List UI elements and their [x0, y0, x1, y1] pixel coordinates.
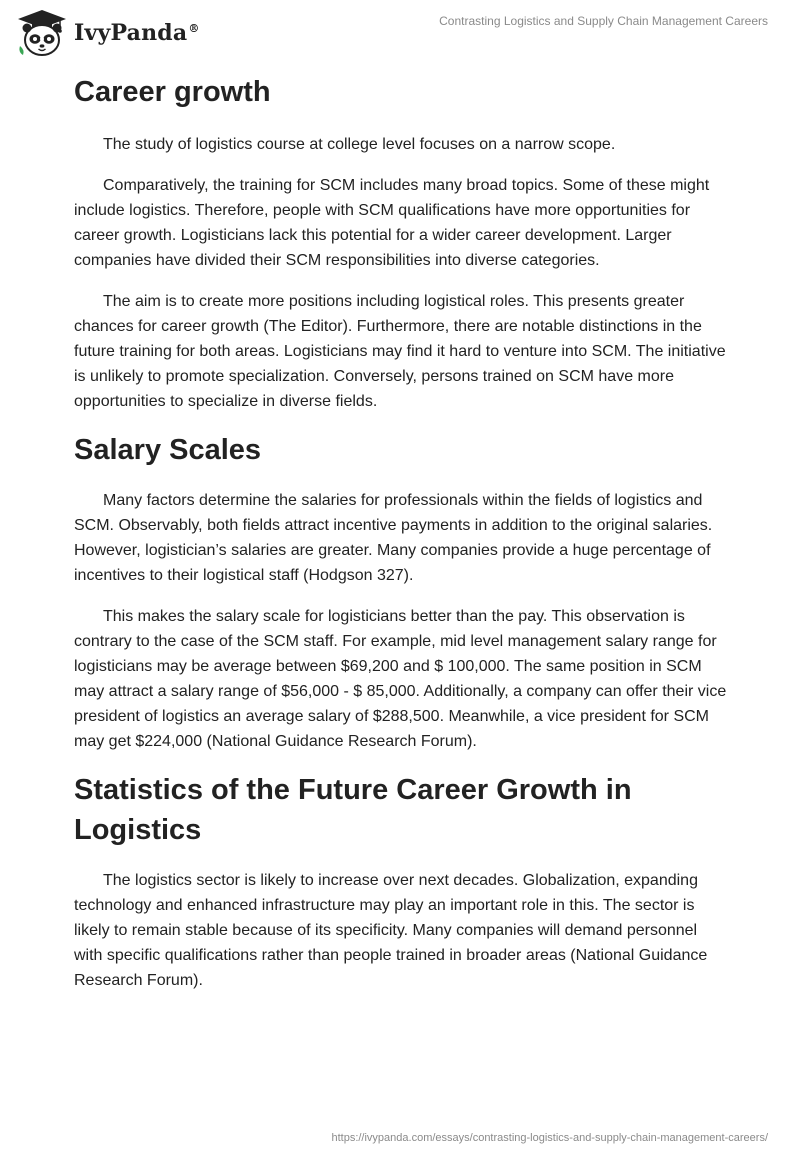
brand-name: IvyPanda®: [74, 20, 200, 46]
panda-graduate-icon: [16, 8, 68, 58]
heading-statistics: Statistics of the Future Career Growth in Logistics: [74, 774, 632, 846]
registered-mark: ®: [188, 21, 200, 35]
essay-body: [74, 68, 728, 1009]
heading-salary-scales: Salary Scales: [74, 434, 262, 466]
paragraph: Comparatively, the training for SCM includes many broad topics. Some of these might include logistics. Therefore, people with SCM qualifications have more opportunities for career growth. Logisticians lack this potential for a wider career development. Larger companies have divided their SCM responsibilities into diverse categories.: [74, 177, 710, 269]
heading-career-growth: Career growth: [74, 76, 271, 108]
paragraph: Many factors determine the salaries for professionals within the fields of logistics and SCM. Observably, both fields attract incentive payments in addition to the original salaries. However, logistician’s salaries are greater. Many companies provide a huge percentage of incentives to their logistical staff (Hodgson 327).: [74, 492, 713, 584]
source-url[interactable]: https://ivypanda.com/essays/contrasting-logistics-and-supply-chain-management-careers/: [331, 1132, 768, 1144]
paragraph: This makes the salary scale for logisticians better than the pay. This observation is contrary to the case of the SCM staff. For example, mid level management salary range for logisticians may be average between $69,200 and $ 100,000. The same position in SCM may attract a salary range of $56,000 - $ 85,000. Additionally, a company can offer their vice president of logistics an average salary of $288,500. Meanwhile, a vice president for SCM may get $224,000 (National Guidance Research Forum).: [74, 608, 727, 750]
paragraph: The study of logistics course at college level focuses on a narrow scope.: [103, 136, 616, 153]
document-title: Contrasting Logistics and Supply Chain Management Careers: [439, 14, 768, 28]
paragraph: The aim is to create more positions including logistical roles. This presents greater chances for career growth (The Editor). Furthermore, there are notable distinctions in the future training for both areas. Logisticians may find it hard to venture into SCM. The initiative is unlikely to promote specialization. Conversely, persons trained on SCM have more opportunities to specialize in diverse fields.: [74, 293, 726, 410]
paragraph: The logistics sector is likely to increase over next decades. Globalization, expanding technology and enhanced infrastructure may play an important role in this. The sector is likely to remain stable because of its specificity. Many companies will demand personnel with specific qualifications rather than people trained in broader areas (National Guidance Research Forum).: [74, 872, 708, 989]
logo[interactable]: [16, 8, 200, 58]
